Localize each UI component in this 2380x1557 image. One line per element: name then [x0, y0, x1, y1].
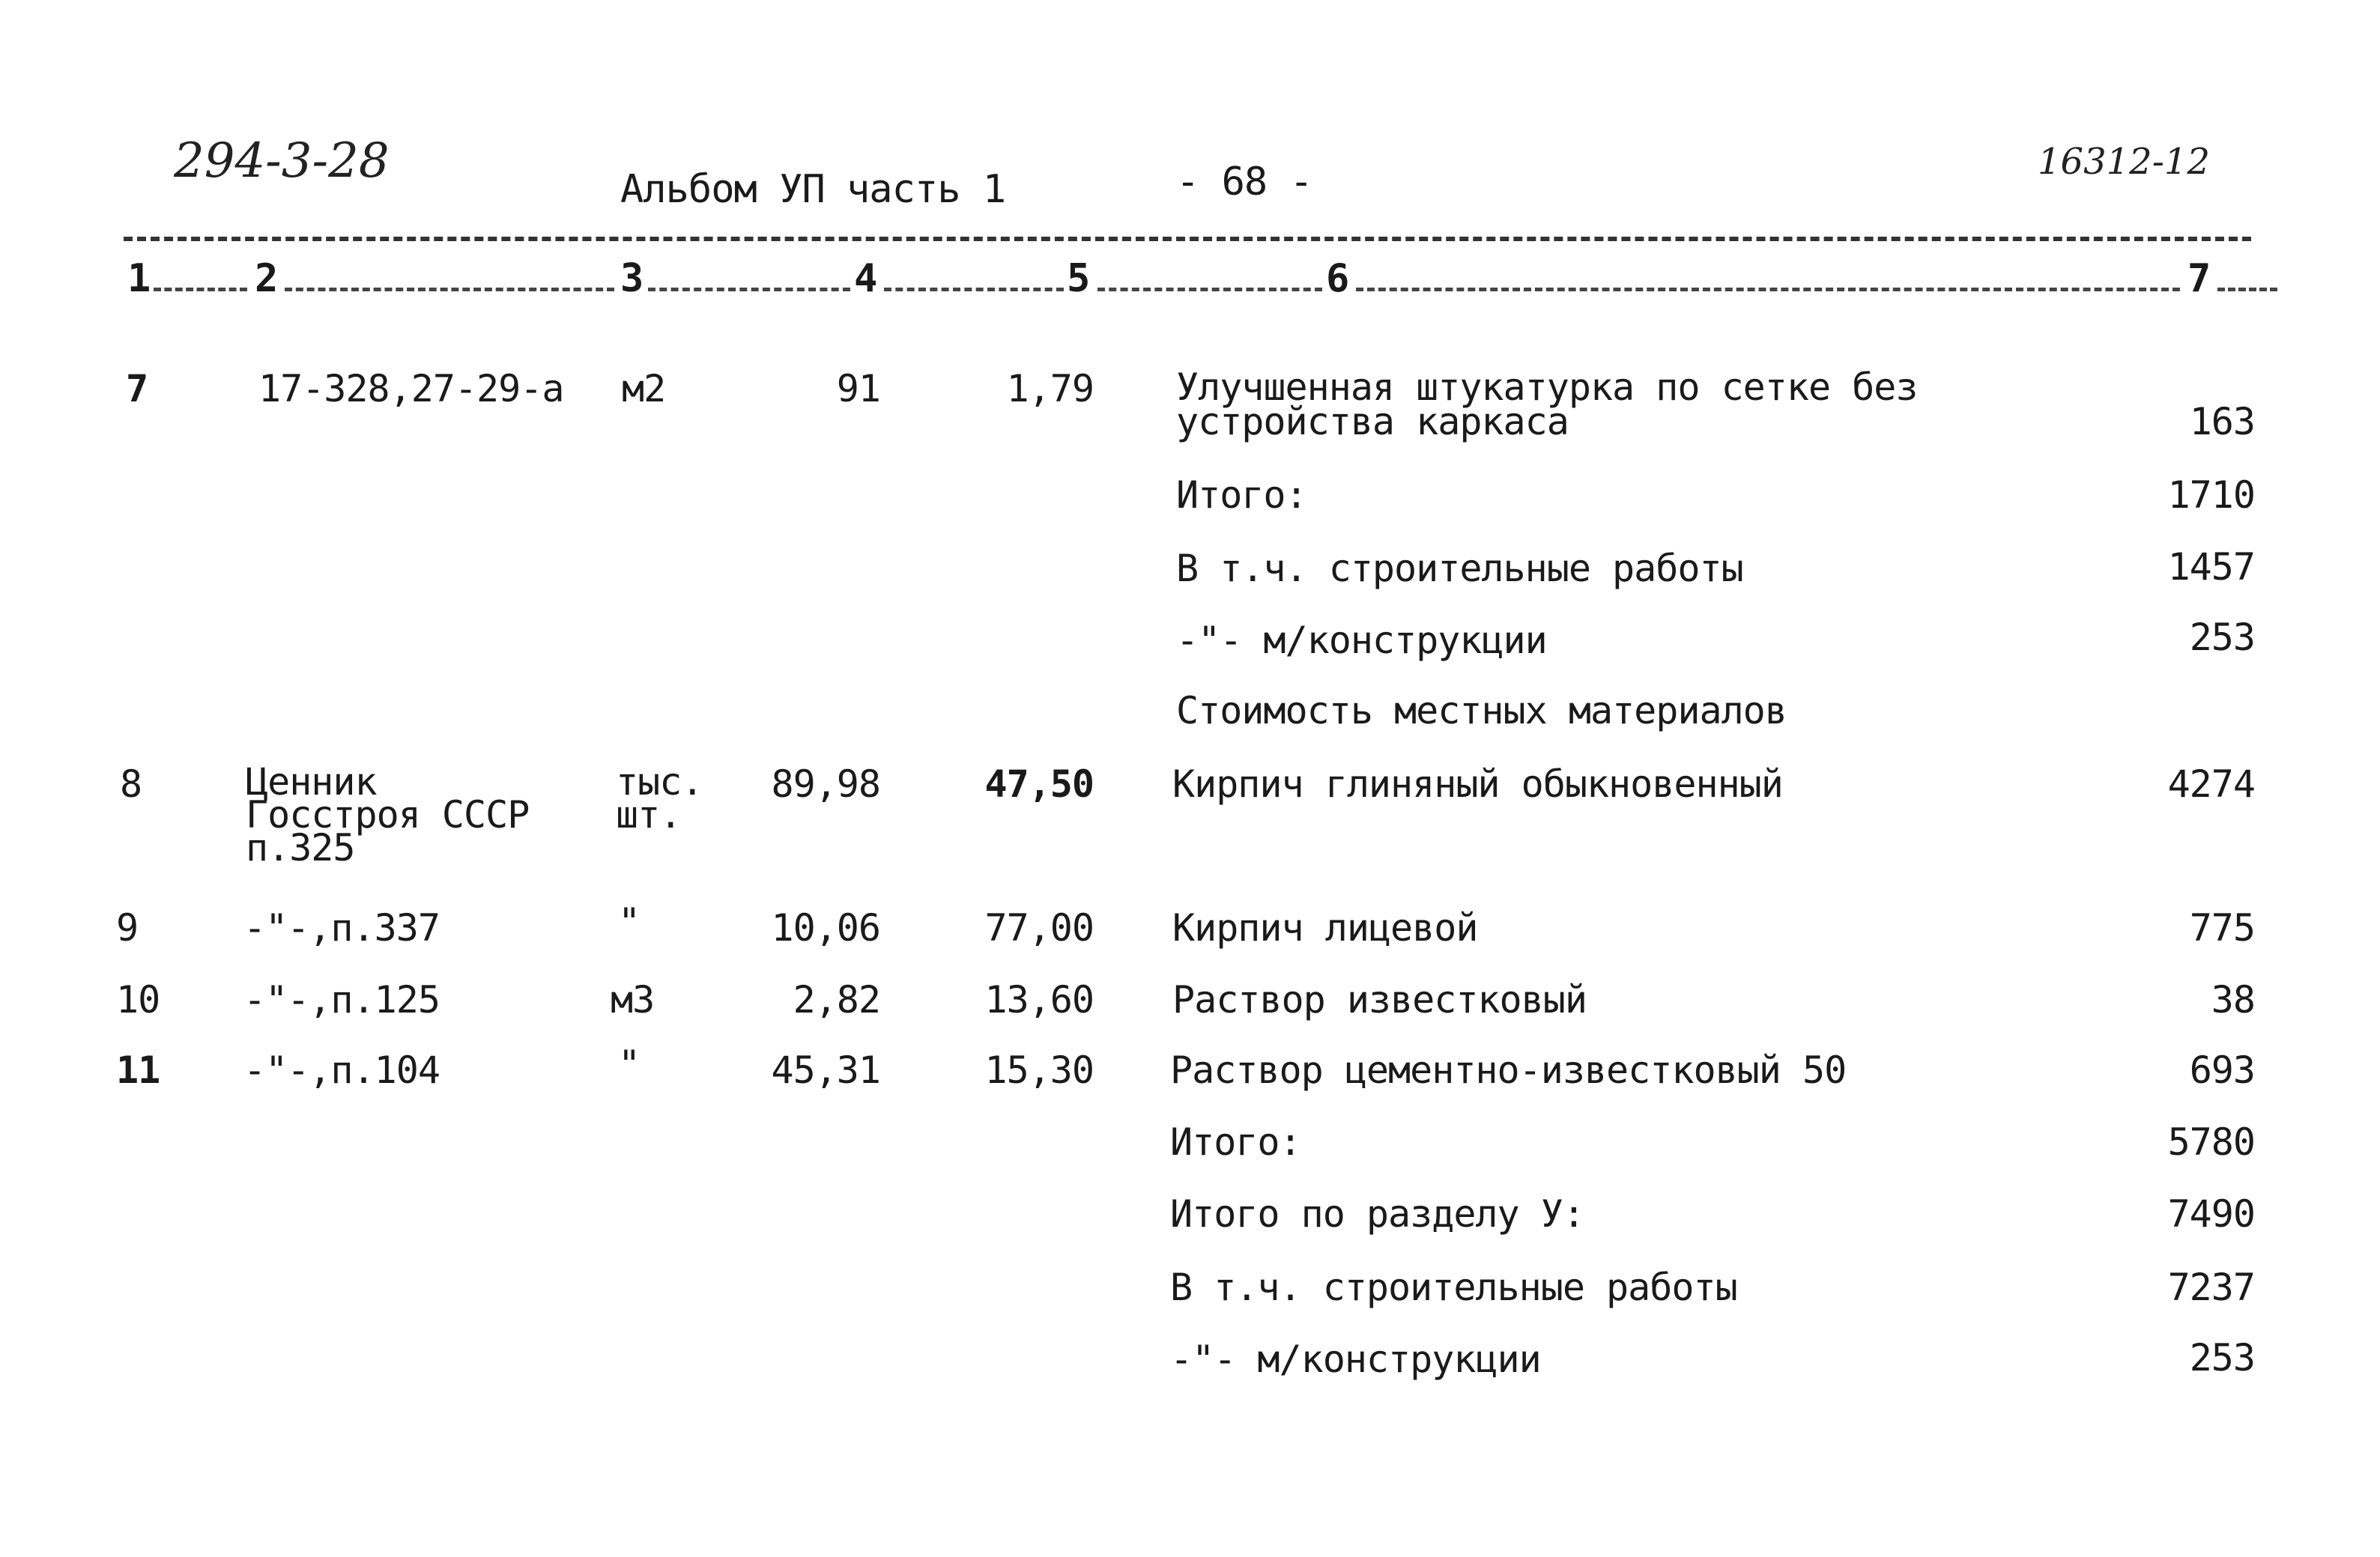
subtotal-label: В т.ч. строительные работы [1170, 1266, 1737, 1309]
row-reference: -"-,п.337 [243, 906, 440, 950]
subtotal-value: 1457 [2167, 545, 2255, 589]
row-quantity: 89,98 [771, 762, 880, 806]
row-unit: м2 [622, 367, 666, 410]
col-header-3: 3 [620, 256, 644, 301]
subtotal-label: -"- м/конструкции [1176, 619, 1547, 662]
album-label: Альбом УП [620, 167, 825, 212]
header-rule [124, 237, 2251, 241]
col-header-rule-3 [648, 288, 850, 291]
row-total: 775 [2189, 906, 2255, 950]
col-header-rule-1 [154, 288, 247, 291]
col-header-4: 4 [854, 256, 878, 301]
row-number: 7 [126, 367, 148, 410]
section-total-value: 7490 [2167, 1192, 2255, 1236]
row-reference: -"-,п.125 [243, 978, 440, 1022]
subtotal-value: 5780 [2167, 1120, 2255, 1164]
col-header-rule-7 [2217, 288, 2277, 291]
row-description-line: Раствор цементно-известковый 50 [1170, 1048, 1847, 1092]
row-price: 47,50 [984, 762, 1094, 806]
col-header-1: 1 [127, 256, 151, 301]
row-description-line: Улучшенная штукатурка по сетке без [1176, 365, 1918, 409]
row-number: 11 [116, 1048, 160, 1092]
col-header-7: 7 [2187, 256, 2211, 301]
row-quantity: 91 [836, 367, 880, 410]
subtotal-label: В т.ч. строительные работы [1176, 547, 1743, 590]
row-price: 1,79 [1006, 367, 1094, 410]
col-header-rule-4 [884, 288, 1064, 291]
subtotal-value: 253 [2189, 1336, 2255, 1380]
subtotal-label: Итого: [1170, 1120, 1301, 1164]
col-header-rule-5 [1097, 288, 1322, 291]
col-header-2: 2 [255, 256, 279, 301]
part-label: часть 1 [847, 167, 1006, 212]
section-total-label: Итого по разделу У: [1170, 1192, 1584, 1236]
row-quantity: 45,31 [771, 1048, 880, 1092]
col-header-5: 5 [1067, 256, 1091, 301]
doc-code-handwritten: 294-3-28 [174, 133, 390, 189]
row-number: 9 [116, 906, 139, 950]
sheet-code-handwritten: 16312-12 [2038, 141, 2210, 183]
row-reference: -"-,п.104 [243, 1048, 440, 1092]
row-description-line: Кирпич глиняный обыкновенный [1172, 762, 1783, 806]
col-header-6: 6 [1326, 256, 1350, 301]
row-description-line: устройства каркаса [1176, 400, 1569, 443]
row-unit: м3 [611, 978, 655, 1022]
row-number: 8 [120, 762, 142, 806]
row-total: 693 [2189, 1048, 2255, 1092]
row-total: 38 [2211, 978, 2255, 1022]
row-quantity: 2,82 [793, 978, 880, 1022]
row-unit: " [618, 1042, 641, 1086]
row-description-line: Кирпич лицевой [1172, 906, 1478, 950]
page-number: - 68 - [1176, 160, 1312, 204]
subtotal-label: -"- м/конструкции [1170, 1338, 1541, 1381]
row-unit: тыс. шт. [616, 760, 703, 837]
col-header-rule-6 [1356, 288, 2180, 291]
row-quantity: 10,06 [771, 906, 880, 950]
row-total: 163 [2189, 400, 2255, 443]
row-price: 13,60 [984, 978, 1094, 1022]
row-total: 4274 [2167, 762, 2255, 806]
row-reference: 17-328,27-29-а [258, 367, 564, 410]
subtotal-value: 1710 [2167, 473, 2255, 517]
col-header-rule-2 [285, 288, 614, 291]
row-description-line: Раствор известковый [1172, 978, 1587, 1022]
row-reference: Ценник Госстроя СССР п.325 [246, 760, 530, 869]
row-price: 15,30 [984, 1048, 1094, 1092]
row-price: 77,00 [984, 906, 1094, 950]
row-unit: " [618, 900, 641, 944]
subtotal-value: 7237 [2167, 1266, 2255, 1309]
row-number: 10 [116, 978, 160, 1022]
subtotal-label: Итого: [1176, 473, 1307, 517]
subtotal-value: 253 [2189, 616, 2255, 659]
section-heading: Стоимость местных материалов [1176, 689, 1787, 732]
